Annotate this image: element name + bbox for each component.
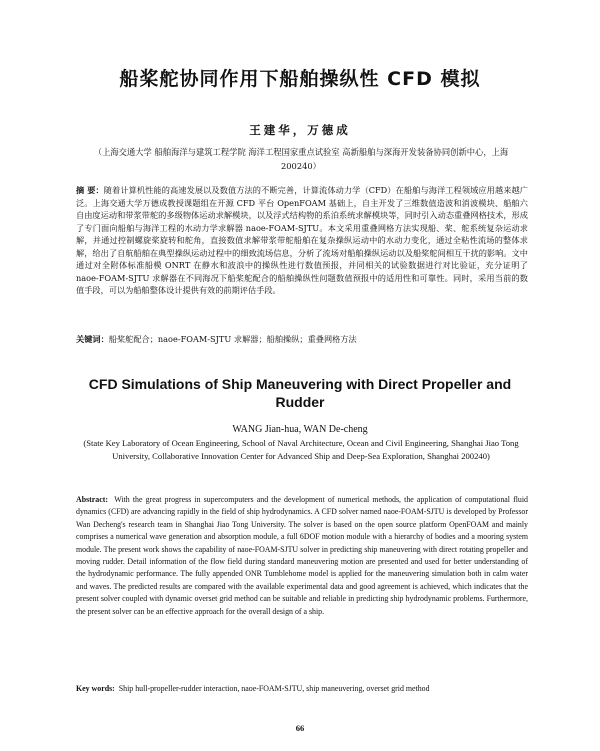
- english-title: CFD Simulations of Ship Maneuvering with Direct Propeller and Rudder: [88, 376, 512, 410]
- page-number: 66: [295, 723, 305, 733]
- chinese-authors: 王建华，万德成: [249, 123, 351, 137]
- chinese-abstract-label: 摘 要：: [76, 185, 104, 195]
- chinese-abstract-text: 随着计算机性能的高速发展以及数值方法的不断完善，计算流体动力学（CFD）在船舶与海洋工程领域应用越来越广泛。上海交通大学万德成教授课题组在开源 CFD 平台 OpenFOAM 基础上，自主开发了三维数值造波和消波模块、船舶六自由度运动和带浆带舵的多级物体运动求解模块，以及浮式结构物的系泊系统求解模块等，同时引入动态重叠网格技术，形成了专门面向船舶与海洋工程的水动力学求解器 naoe-FOAM-SJTU。本文采用重叠网格方法实现船、桨、舵系统复杂运动求解，并通过控制螺旋桨旋转和舵角，直接数值求解带浆带舵船舶在复杂操纵运动中的水动力变化，通过全粘性流场的整体求解，给出了自航船舶在典型操纵运动过程中的细致流场信息，分析了流场对船舶操纵运动以及船桨舵间相互干扰的影响。文中通过对全附体标准船模 ONRT 在静水和波浪中的操纵性进行数值预报，并同相关的试验数据进行对比验证，充分证明了 naoe-FOAM-SJTU 求解器在不同海况下船桨舵配合的船舶操纵性问题数值预报中的适用性和可靠性。同时，采用当前的数值手段，可以为船舶整体设计提供有效的前期评估手段。: [76, 185, 528, 295]
- chinese-keywords-text: 船桨舵配合；naoe-FOAM-SJTU 求解器；船舶操纵；重叠网格方法: [108, 334, 357, 344]
- english-affiliation: (State Key Laboratory of Ocean Engineering, School of Naval Architecture, Ocean and Civil Engineering, Shanghai Jiao Tong University, Collaborative Innovation Center for Advanced Ship and Deep-Sea Exploration, Shanghai 200240): [83, 438, 519, 461]
- english-keywords-text: Ship hull-propeller-rudder interaction, naoe-FOAM-SJTU, ship maneuvering, overset grid method: [118, 684, 430, 693]
- chinese-affiliation: （上海交通大学 船舶海洋与建筑工程学院 海洋工程国家重点试验室 高新船舶与深海开发装备协同创新中心，上海 200240）: [93, 147, 509, 171]
- english-abstract-label: Abstract:: [76, 495, 108, 504]
- english-keywords-label: Key words:: [76, 684, 115, 693]
- english-abstract-text: With the great progress in supercomputers and the development of numerical methods, the application of computational fluid dynamics (CFD) are advancing rapidly in the field of ship hydrodynamics. A CFD solver named naoe-FOAM-SJTU is developed by Professor Wan Decheng's research team in Shanghai Jiao Tong University. The solver is based on the open source platform OpenFOAM and mainly comprises a numerical wave generation and absorption module, a full 6DOF motion module with a hierarchy of bodies and a mooring system module. The present work shows the capability of naoe-FOAM-SJTU solver in predicting ship maneuvering with direct rotating propeller and moving rudder. Detail information of the flow field during standard maneuvering motion are presented and used for better understanding of the hydrodynamic performance. The fully appended ONR Tumblehome model is applied for the maneuvering simulation both in calm water and waves. The predicted results are compared with the available experimental data and good agreement is achieved, which indicates that the present solver coupled with dynamic overset grid method can be suitable and reliable in predicting ship hydrodynamic problems. Furthermore, the present solver can be an effective approach for the overall design of a ship.: [76, 495, 528, 616]
- english-authors: WANG Jian-hua, WAN De-cheng: [232, 424, 368, 435]
- chinese-keywords-label: 关键词：: [76, 334, 109, 344]
- chinese-abstract: [76, 184, 528, 297]
- chinese-keywords: [76, 333, 528, 345]
- english-keywords: [76, 683, 528, 695]
- english-abstract: [76, 494, 528, 618]
- chinese-title: 船桨舵协同作用下船舶操纵性 CFD 模拟: [119, 68, 481, 90]
